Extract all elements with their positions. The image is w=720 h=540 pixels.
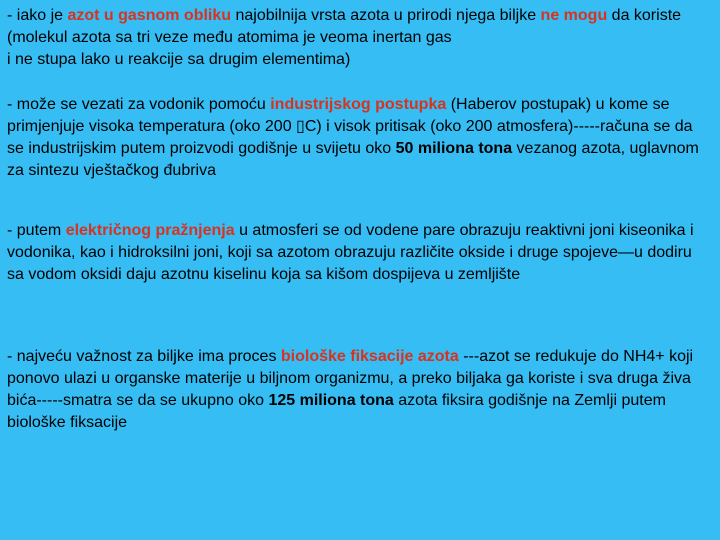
highlight-term: industrijskog postupka <box>270 96 447 113</box>
paragraph-biological-fixation <box>7 346 713 434</box>
text-segment: - može se vezati za vodonik pomoću <box>7 96 271 113</box>
bold-quantity: 50 miliona tona <box>395 140 513 157</box>
paragraph-atmospheric-nitrogen <box>7 5 713 71</box>
paragraph-electrical-discharge <box>7 220 713 286</box>
bold-quantity: 125 miliona tona <box>268 392 394 409</box>
text-segment: azota fiksira godišnje na Zemlji putem biološke fiksacije <box>7 392 666 431</box>
text-segment: (Haberov postupak) u kome se primjenjuje visoka temperatura (oko 200 ▯C) i visok pritisak (oko 200 atmosfera)-----računa se da se industrijskim putem proizvodi godišnje u svijetu oko <box>7 96 693 157</box>
text-segment: - najveću važnost za biljke ima proces <box>7 348 281 365</box>
highlight-term: biološke fiksacije azota <box>280 348 459 365</box>
paragraph-industrial-process <box>7 94 713 182</box>
text-segment: - putem <box>7 222 66 239</box>
text-segment: i ne stupa lako u reakcije sa drugim elementima) <box>7 51 351 68</box>
text-segment: - iako je <box>7 7 68 24</box>
text-segment: vezanog azota, uglavnom za sintezu vještačkog đubriva <box>7 140 699 179</box>
text-segment: ---azot se redukuje do NH4+ koji ponovo ulazi u organske materije u biljnom organizmu, a preko biljaka ga koriste i sva druga živa bića-----smatra se da se ukupno oko <box>7 348 694 409</box>
highlight-term: azot u gasnom obliku <box>67 7 232 24</box>
text-segment: da koriste (molekul azota sa tri veze među atomima je veoma inertan gas <box>7 7 682 46</box>
highlight-term: ne mogu <box>540 7 608 24</box>
highlight-term: električnog pražnjenja <box>65 222 235 239</box>
text-segment: najobilnija vrsta azota u prirodi njega biljke <box>231 7 541 24</box>
text-segment: u atmosferi se od vodene pare obrazuju reaktivni joni kiseonika i vodonika, kao i hidroksilni joni, koji sa azotom obrazuju različite okside i druge spojeve—u dodiru sa vodom oksidi daju azotnu kiselinu koja sa kišom dospijeva u zemljište <box>7 222 694 283</box>
